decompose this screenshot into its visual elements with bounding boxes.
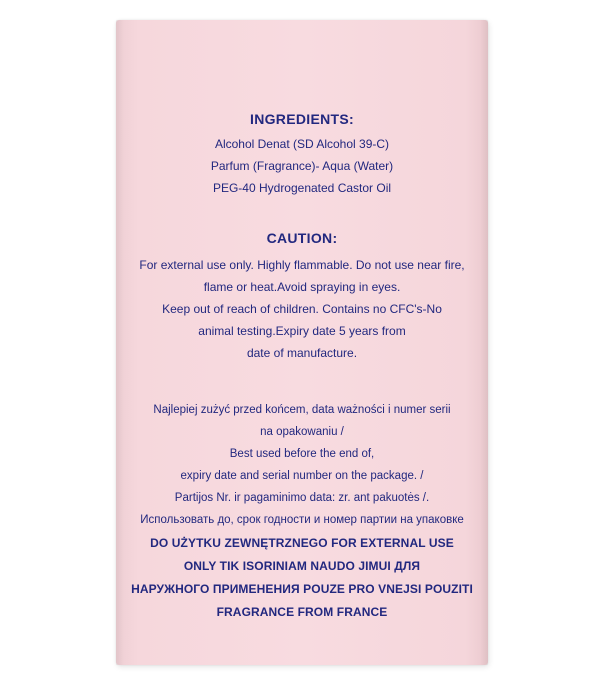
external-use-line: НАРУЖНОГО ПРИМЕНЕНИЯ POUZE PRO VNEJSI POUZITI bbox=[131, 582, 473, 596]
external-use-line: FRAGRANCE FROM FRANCE bbox=[216, 605, 388, 619]
best-before-line: Best used before the end of, bbox=[229, 448, 375, 460]
ingredient-line: Parfum (Fragrance)- Aqua (Water) bbox=[210, 159, 394, 173]
external-use-line: ONLY TIK ISORINIAM NAUDO JIMUI ДЛЯ bbox=[183, 559, 421, 573]
perfume-box-back-panel bbox=[116, 20, 488, 665]
best-before-line: na opakowaniu / bbox=[260, 426, 344, 438]
caution-line: flame or heat.Avoid spraying in eyes. bbox=[203, 280, 401, 294]
caution-section bbox=[116, 228, 488, 364]
caution-heading: CAUTION: bbox=[266, 230, 338, 246]
caution-line: date of manufacture. bbox=[246, 346, 358, 360]
best-before-line: Использовать до, срок годности и номер партии на упаковке bbox=[140, 514, 464, 526]
caution-line: For external use only. Highly flammable. Do not use near fire, bbox=[139, 258, 465, 272]
ingredient-line: PEG-40 Hydrogenated Castor Oil bbox=[212, 181, 392, 195]
best-before-section bbox=[116, 399, 488, 531]
best-before-line: Najlepiej zużyć przed końcem, data ważności i numer serii bbox=[153, 404, 451, 416]
external-use-section bbox=[116, 532, 488, 624]
best-before-line: Partijos Nr. ir pagaminimo data: zr. ant pakuotės /. bbox=[174, 492, 430, 504]
ingredients-heading: INGREDIENTS: bbox=[250, 111, 354, 127]
ingredients-section bbox=[116, 109, 488, 199]
best-before-line: expiry date and serial number on the package. / bbox=[180, 470, 424, 482]
ingredient-line: Alcohol Denat (SD Alcohol 39-C) bbox=[214, 137, 390, 151]
external-use-line: DO UŻYTKU ZEWNĘTRZNEGO FOR EXTERNAL USE bbox=[150, 536, 454, 550]
caution-line: animal testing.Expiry date 5 years from bbox=[198, 324, 406, 338]
caution-line: Keep out of reach of children. Contains no CFC's-No bbox=[162, 302, 442, 316]
